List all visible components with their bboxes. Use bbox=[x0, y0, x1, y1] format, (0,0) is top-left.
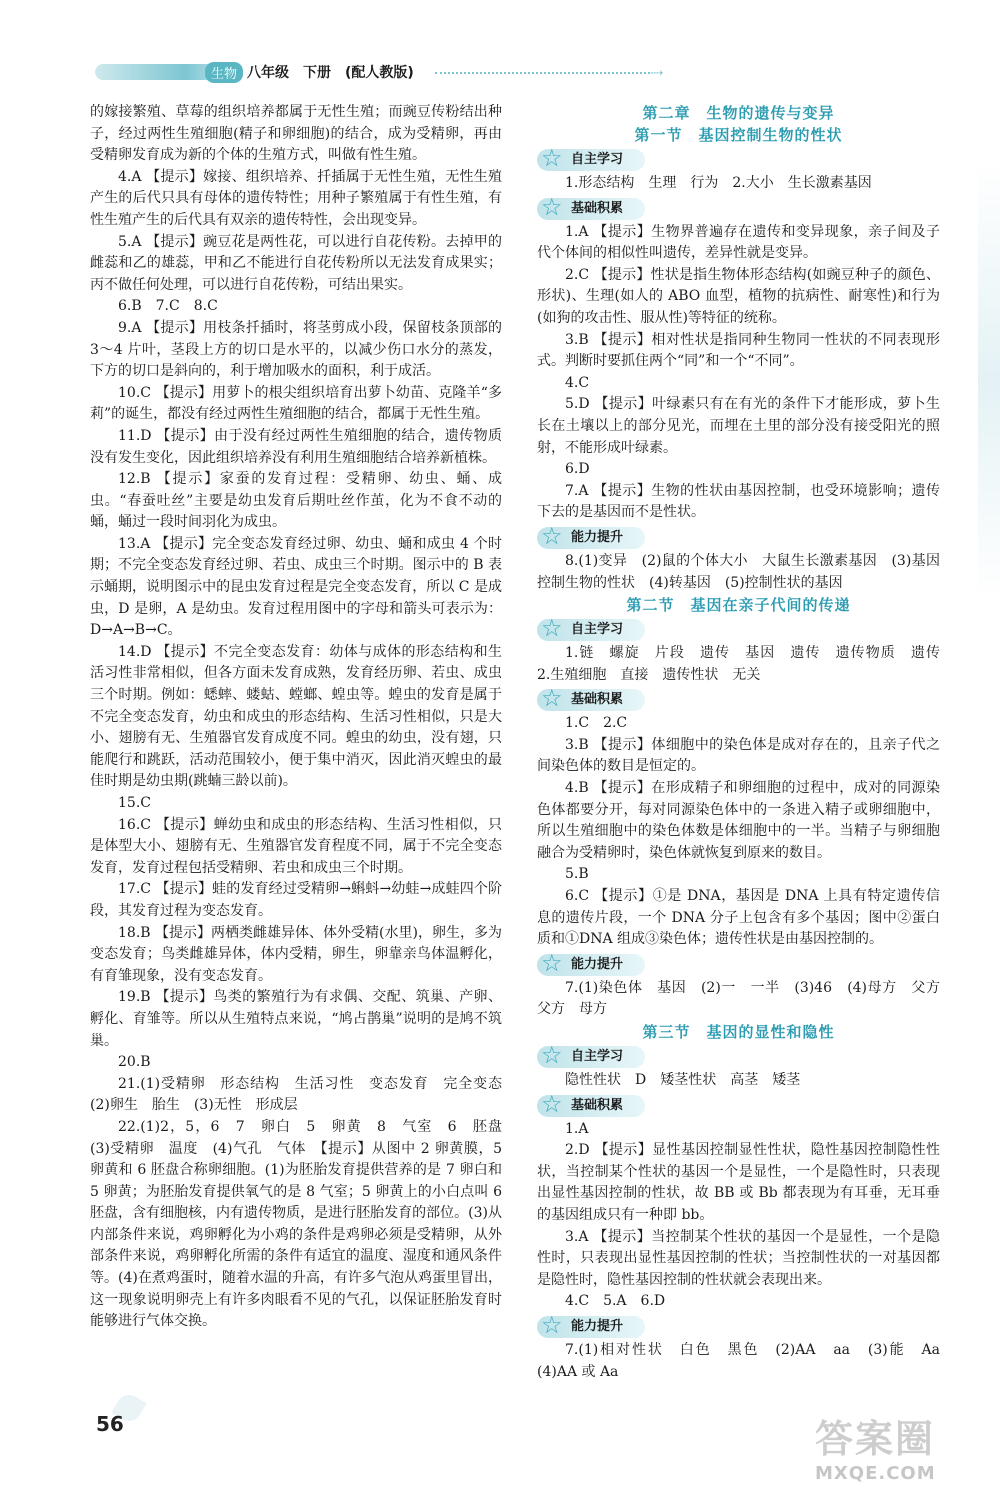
badge-label: 能力提升 bbox=[571, 956, 624, 972]
answer-item: 2.C 【提示】性状是指生物体形态结构(如豌豆种子的颜色、形状)、生理(如人的 ABO 血型，植物的抗病性、耐寒性)和行为(如狗的攻击性、服从性)等特征的统称。 bbox=[537, 266, 940, 326]
answer-item: 7.A 【提示】生物的性状由基因控制，也受环境影响；遗传下去的是基因而不是性状。 bbox=[537, 482, 940, 521]
badge-label: 自主学习 bbox=[571, 1049, 624, 1064]
answer-item: 2.D 【提示】显性基因控制显性性状，隐性基因控制隐性性状，当控制某个性状的基因一个是显性，一个是隐性时，只表现出显性基因控制的性状，故 BB 或 Bb 都表现为有耳垂，无耳垂的基因组成只有一种即 bb。 bbox=[537, 1142, 940, 1223]
answer-item: 4.C 5.A 6.D bbox=[565, 1293, 666, 1310]
badge-label: 基础积累 bbox=[571, 1097, 624, 1113]
section-badge bbox=[537, 1089, 645, 1118]
star-icon: ☆ bbox=[541, 192, 563, 221]
answer-item: 9.A 【提示】用枝条扦插时，将茎剪成小段，保留枝条顶部的 3～4 片叶，茎段上方的切口是水平的，以减少伤口水分的蒸发，下方的切口是斜向的，利于增加吸水的面积，利于成活。 bbox=[90, 319, 502, 380]
section-badge bbox=[537, 144, 645, 172]
star-icon: ☆ bbox=[541, 1310, 563, 1339]
watermark-url: MXQE.COM bbox=[815, 1463, 936, 1484]
star-icon: ☆ bbox=[541, 144, 563, 172]
answer-item: 4.C bbox=[565, 374, 590, 391]
answer-item: 19.B 【提示】鸟类的繁殖行为有求偶、交配、筑巢、产卵、孵化、育雏等。所以从生殖特点来说，“鸠占鹊巢”说明的是鸠不筑巢。 bbox=[90, 989, 502, 1049]
answer-item: 6.D bbox=[565, 461, 590, 478]
badge-label: 自主学习 bbox=[571, 622, 624, 638]
answer-item: 7.(1)染色体 基因 (2)一 一半 (3)46 (4)母方 父方 父方 母方 bbox=[537, 979, 954, 1018]
chapter-title: 第二章 生物的遗传与变异 bbox=[642, 104, 835, 122]
left-column bbox=[90, 102, 516, 1333]
answer-item: 3.B 【提示】体细胞中的染色体是成对存在的，且亲子代之间染色体的数目是恒定的。 bbox=[537, 736, 940, 775]
answer-item: 4.A 【提示】嫁接、组织培养、扦插属于无性生殖，无性生殖产生的后代只具有母体的遗传特性；用种子繁殖属于有性生殖，有性生殖产生的后代具有双亲的遗传特性，会出现变异。 bbox=[90, 168, 502, 228]
right-column bbox=[537, 102, 954, 1383]
answer-item: 5.A 【提示】豌豆花是两性花，可以进行自花传粉。去掉甲的雌蕊和乙的雄蕊，甲和乙不能进行自花传粉所以无法发育成果实；丙不做任何处理，可以进行自花传粉，可结出果实。 bbox=[90, 233, 502, 293]
page-number: 56 bbox=[96, 1412, 124, 1436]
badge-label: 能力提升 bbox=[571, 1318, 624, 1334]
answer-item: 15.C bbox=[118, 795, 151, 811]
answer-item: 3.A 【提示】当控制某个性状的基因一个是显性，一个是隐性时，只表现出显性基因控制的性状；当控制性状的一对基因都是隐性时，隐性基因控制的性状就会表现出来。 bbox=[537, 1228, 940, 1288]
answer-item: 18.B 【提示】两栖类雌雄异体、体外受精(水里)，卵生，多为变态发育；鸟类雌雄异体，体内受精，卵生，卵靠亲鸟体温孵化，有育雏现象，没有变态发育。 bbox=[90, 924, 502, 984]
answer-item: 7.(1)相对性状 白色 黑色 (2)AA aa (3)能 Aa (4)AA 或 Aa bbox=[537, 1341, 954, 1380]
section-badge bbox=[537, 684, 645, 713]
answer-item: 1.A 【提示】生物界普遍存在遗传和变异现象，亲子间及子代个体间的相似性叫遗传，差异性就是变异。 bbox=[537, 223, 940, 262]
watermark-logo-text: 答案圈 bbox=[815, 1417, 936, 1461]
answer-item: 17.C 【提示】蛙的发育经过受精卵→蝌蚪→幼蛙→成蛙四个阶段，其发育过程为变态发育。 bbox=[90, 881, 502, 919]
star-icon: ☆ bbox=[541, 948, 563, 977]
section-title: 第一节 基因控制生物的性状 bbox=[634, 126, 843, 144]
star-icon: ☆ bbox=[541, 521, 563, 550]
section-badge bbox=[537, 1041, 645, 1069]
answer-paragraph: 的嫁接繁殖、草莓的组织培养都属于无性生殖；而豌豆传粉结出种子，经过两性生殖细胞(精子和卵细胞)的结合，成为受精卵，再由受精卵发育成为新的个体的生殖方式，叫做有性生殖。 bbox=[90, 104, 502, 164]
answer-item: 5.B bbox=[565, 866, 589, 883]
answer-item: 14.D 【提示】不完全变态发育：幼体与成体的形态结构和生活习性非常相似，但各方面未发育成熟，发育经历卵、若虫、成虫三个时期。例如：蟋蟀、蝼蛄、螳螂、蝗虫等。蝗虫的发育是属于不完全变态发育，幼虫和成虫的形态结构、生活习性相似，只是大小、翅膀有无、生殖器官发育成度不同。蝗虫的幼虫，没有翅，只能爬行和跳跃，活动范围较小，便于集中消灭，因此消灭蝗虫的最佳时期是幼虫期(跳蝻三龄以前)。 bbox=[90, 643, 502, 790]
section-title: 第二节 基因在亲子代间的传递 bbox=[626, 596, 851, 615]
answer-item: 13.A 【提示】完全变态发育经过卵、幼虫、蛹和成虫 4 个时期；不完全变态发育经过卵、若虫、成虫三个时期。图示中的 B 表示蛹期，说明图示中的昆虫发育过程是完全变态发育，所以 C 是成虫，D 是卵，A 是幼虫。发育过程用图中的字母和箭头可表示为：D→A→B→C。 bbox=[90, 535, 502, 639]
answer-item: 11.D 【提示】由于没有经过两性生殖细胞的结合，遗传物质没有发生变化，因此组织培养没有利用生殖细胞结合培养新植株。 bbox=[90, 427, 502, 466]
badge-label: 基础积累 bbox=[571, 200, 624, 216]
section-badge bbox=[537, 192, 645, 221]
star-icon: ☆ bbox=[541, 684, 563, 713]
answer-item: 6.B 7.C 8.C bbox=[118, 298, 218, 315]
answer-item: 5.D 【提示】叶绿素只有在有光的条件下才能形成，萝卜生长在土壤以上的部分见光，而埋在土里的部分没有接受阳光的照射，不能形成叶绿素。 bbox=[537, 396, 940, 456]
answer-item: 1.形态结构 生理 行为 2.大小 生长激素基因 bbox=[565, 175, 872, 191]
page-edge-decoration bbox=[978, 160, 1000, 600]
answer-item: 20.B bbox=[118, 1054, 151, 1071]
badge-label: 能力提升 bbox=[571, 529, 624, 545]
answer-item: 6.C 【提示】①是 DNA，基因是 DNA 上具有特定遗传信息的遗传片段，一个 DNA 分子上包含有多个基因；图中②蛋白质和①DNA 组成③染色体；遗传性状是由基因控制的。 bbox=[537, 888, 940, 948]
badge-label: 基础积累 bbox=[571, 692, 624, 708]
watermark-logo bbox=[815, 1408, 990, 1484]
page-header bbox=[95, 54, 664, 90]
section-badge bbox=[537, 614, 645, 643]
answer-item: 1.链 螺旋 片段 遗传 基因 遗传 遗传物质 遗传 2.生殖细胞 直接 遗传性状 无关 bbox=[537, 645, 954, 683]
star-icon: ☆ bbox=[541, 1089, 563, 1118]
answer-item: 3.B 【提示】相对性状是指同种生物同一性状的不同表现形式。判断时要抓住两个“同”和一个“不同”。 bbox=[537, 331, 940, 370]
answer-item: 4.B 【提示】在形成精子和卵细胞的过程中，成对的同源染色体都要分开，每对同源染色体中的一条进入精子或卵细胞中，所以生殖细胞中的染色体数是体细胞中的一半。当精子与卵细胞融合为受精卵时，染色体就恢复到原来的数目。 bbox=[537, 780, 940, 861]
star-icon: ☆ bbox=[541, 614, 563, 643]
book-title: 八年级 下册 (配人教版) bbox=[247, 65, 414, 81]
badge-label: 自主学习 bbox=[571, 152, 624, 167]
star-icon: ☆ bbox=[541, 1041, 563, 1069]
section-badge bbox=[537, 948, 645, 977]
section-title: 第三节 基因的显性和隐性 bbox=[642, 1023, 835, 1041]
answer-item: 12.B 【提示】家蚕的发育过程：受精卵、幼虫、蛹、成虫。“春蚕吐丝”主要是幼虫发育后期吐丝作茧，化为不食不动的蛹，蛹过一段时间羽化为成虫。 bbox=[90, 471, 502, 531]
answer-item: 21.(1)受精卵 形态结构 生活习性 变态发育 完全变态 (2)卵生 胎生 (3)无性 形成层 bbox=[90, 1075, 516, 1114]
header-dotted-line bbox=[435, 72, 650, 74]
answer-item: 1.A bbox=[565, 1120, 589, 1137]
answer-item: 22.(1)2，5，6 7 卵白 5 卵黄 8 气室 6 胚盘 (3)受精卵 温度 (4)气孔 气体 【提示】从图中 2 卵黄膜，5 卵黄和 6 胚盘合称卵细胞。(1)为胚胎发育提供营养的是 7 卵白和 5 卵黄；为胚胎发育提供氧气的是 8 气室；5 卵黄上的小白点叫 6 胚盘，含有细胞核，内有遗传物质，是进行胚胎发育的部位。(3)从内部条件来说，鸡卵孵化为小鸡的条件是鸡卵必须是受精卵，从外部条件来说，鸡卵孵化所需的条件有适宜的温度、湿度和通风条件等。(4)在煮鸡蛋时，随着水温的升高，有许多气泡从鸡蛋里冒出，这一现象说明卵壳上有许多肉眼看不见的气孔，以保证胚胎发育时能够进行气体交换。 bbox=[90, 1118, 516, 1330]
answer-item: 10.C 【提示】用萝卜的根尖组织培育出萝卜幼苗、克隆羊“多莉”的诞生，都没有经过两性生殖细胞的结合，都属于无性生殖。 bbox=[90, 384, 502, 423]
arrow-icon: ⇢ bbox=[650, 63, 664, 82]
answer-item: 隐性性状 D 矮茎性状 高茎 矮茎 bbox=[565, 1072, 801, 1088]
answer-item: 8.(1)变异 (2)鼠的个体大小 大鼠生长激素基因 (3)基因控制生物的性状 (4)转基因 (5)控制性状的基因 bbox=[537, 552, 940, 591]
subject-tag: 生物 bbox=[205, 62, 243, 83]
section-badge bbox=[537, 521, 645, 550]
answer-item: 1.C 2.C bbox=[565, 715, 628, 732]
section-badge bbox=[537, 1310, 645, 1339]
answer-item: 16.C 【提示】蝉幼虫和成虫的形态结构、生活习性相似，只是体型大小、翅膀有无、生殖器官发育程度不同，属于不完全变态发育，发育过程包括受精卵、若虫和成虫三个时期。 bbox=[90, 816, 502, 876]
